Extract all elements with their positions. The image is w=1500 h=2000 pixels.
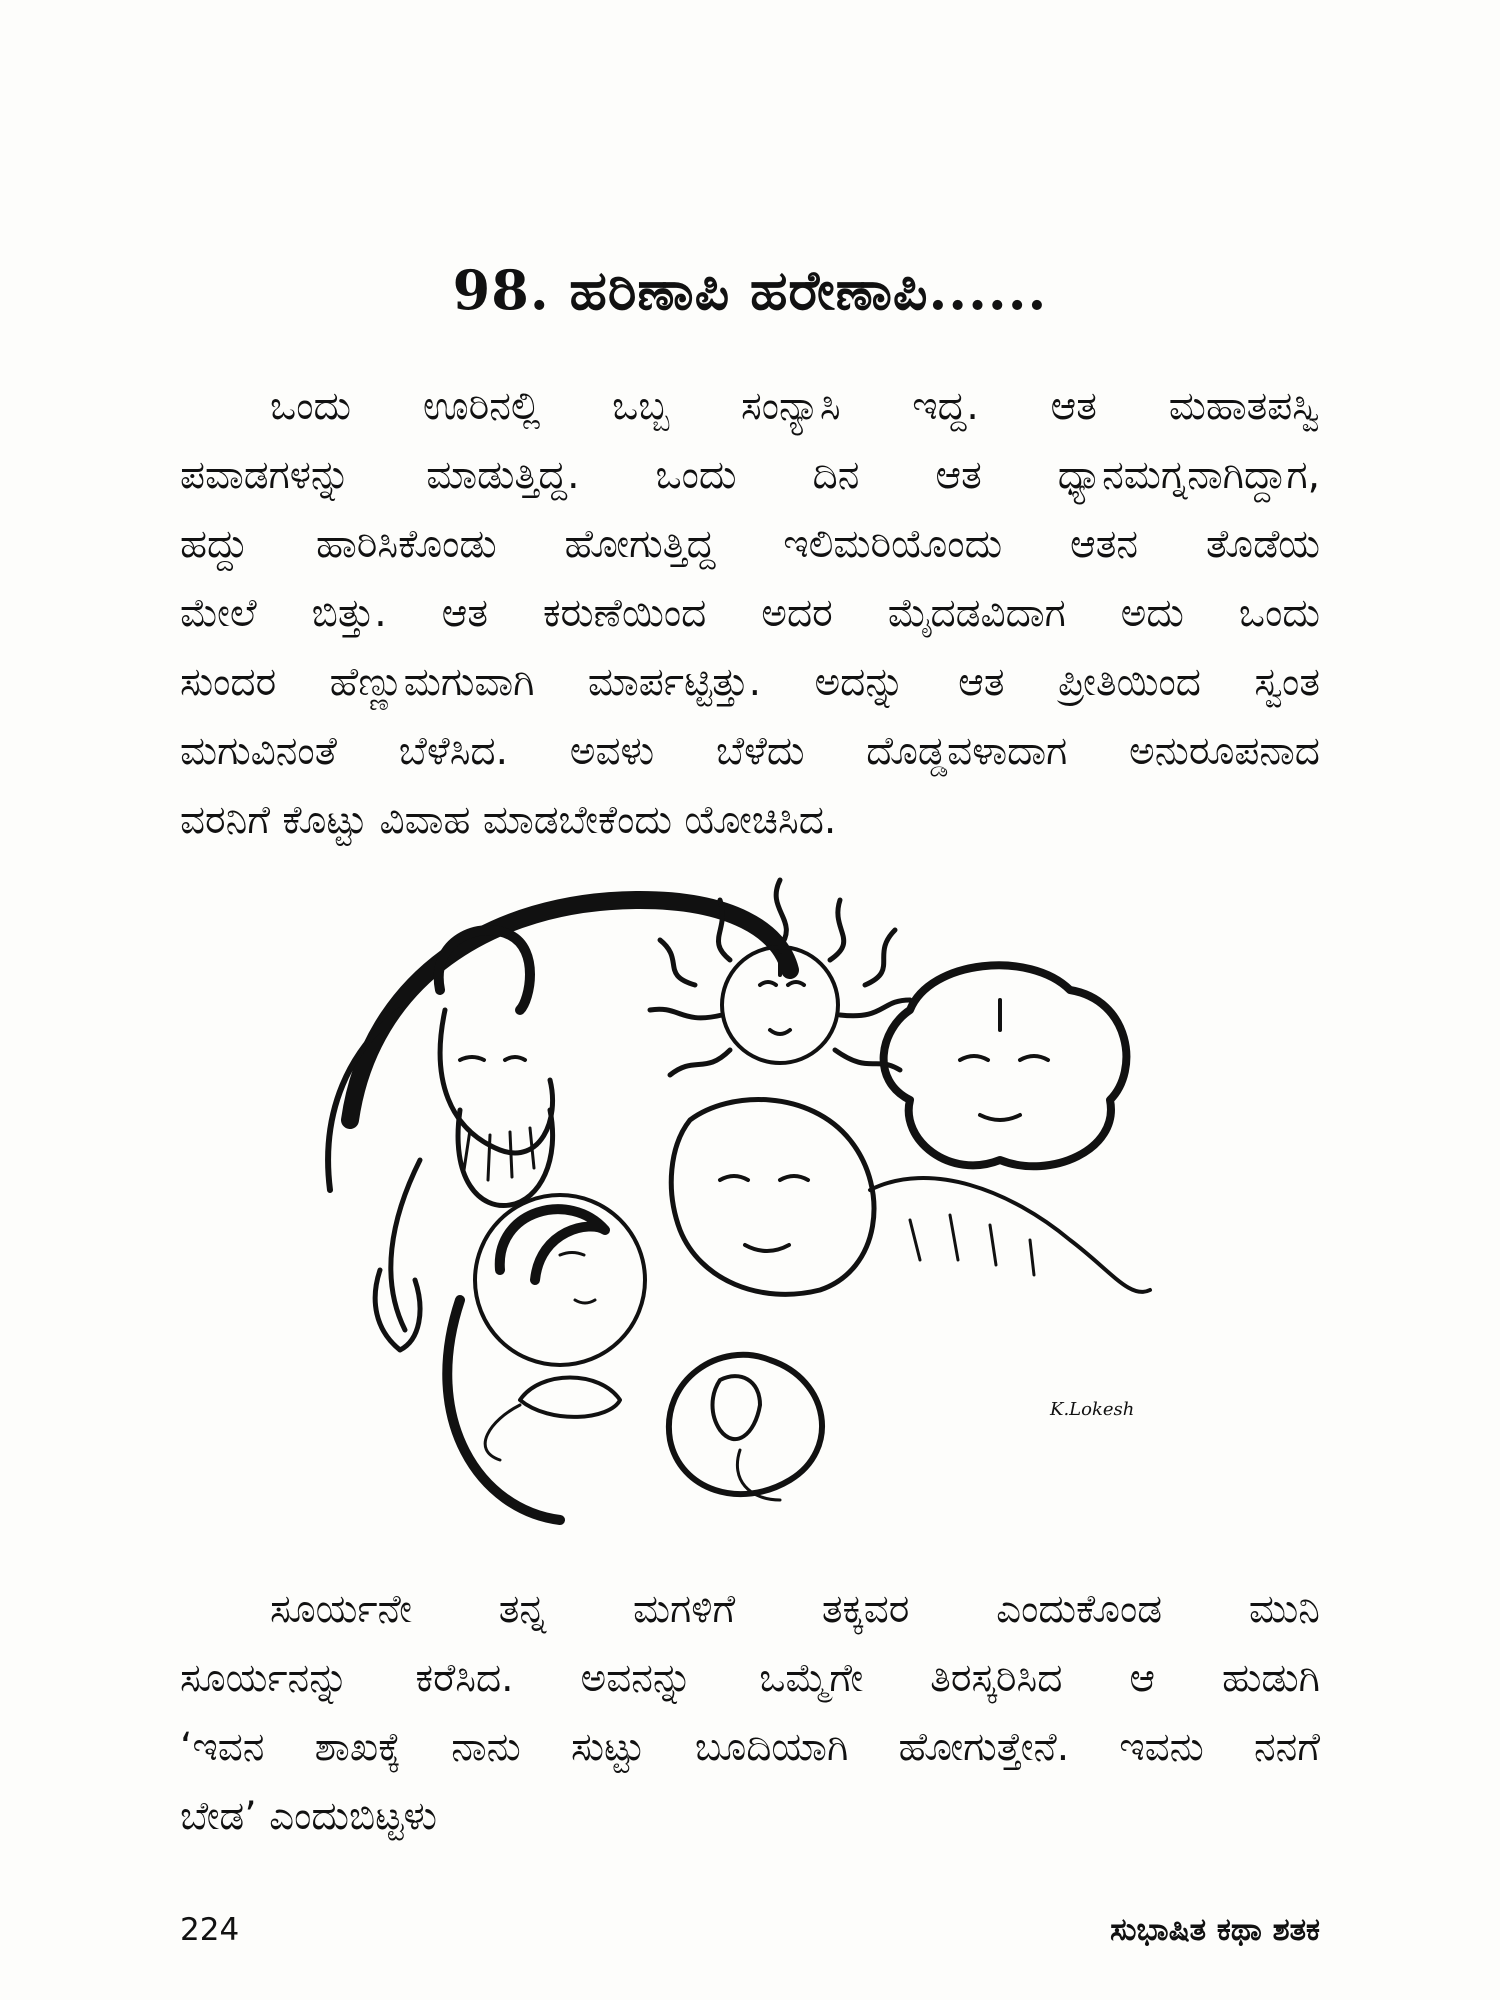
paragraph-line: ಒಂದು ಊರಿನಲ್ಲಿ ಒಬ್ಬ ಸಂನ್ಯಾಸಿ ಇದ್ದ. ಆತ ಮಹಾತಪಸ್ವಿ (270, 384, 1320, 429)
paragraph-line: ಸೂರ್ಯನೇ ತನ್ನ ಮಗಳಿಗೆ ತಕ್ಕವರ ಎಂದುಕೊಂಡ ಮುನಿ (270, 1587, 1320, 1632)
page-number: 224 (180, 1912, 240, 1948)
paragraph-line: ಹದ್ದು ಹಾರಿಸಿಕೊಂಡು ಹೋಗುತ್ತಿದ್ದ ಇಲಿಮರಿಯೊಂದು ಆತನ ತೊಡೆಯ (180, 522, 1320, 567)
paragraph-1 (180, 372, 1320, 855)
chapter-title: 98. ಹರಿಣಾಪಿ ಹರೇಣಾಪಿ...... (452, 258, 1048, 322)
paragraph-line: ಸುಂದರ ಹೆಣ್ಣುಮಗುವಾಗಿ ಮಾರ್ಪಟ್ಟಿತ್ತು. ಅದನ್ನು ಆತ ಪ್ರೀತಿಯಿಂದ ಸ್ವಂತ (180, 660, 1320, 705)
cloud-figure (884, 965, 1127, 1166)
artist-signature: K.Lokesh (1050, 1399, 1135, 1420)
paragraph-line: ವರನಿಗೆ ಕೊಟ್ಟು ವಿವಾಹ ಮಾಡಬೇಕೆಂದು ಯೋಚಿಸಿದ. (180, 798, 837, 843)
paragraph-2 (180, 1575, 1320, 1851)
mouse-figure (485, 1355, 822, 1500)
paragraph-line: ಮೇಲೆ ಬಿತ್ತು. ಆತ ಕರುಣೆಯಿಂದ ಅದರ ಮೈದಡವಿದಾಗ ಅದು ಒಂದು (180, 591, 1320, 636)
paragraph-line: ಪವಾಡಗಳನ್ನು ಮಾಡುತ್ತಿದ್ದ. ಒಂದು ದಿನ ಆತ ಧ್ಯಾನಮಗ್ನನಾಗಿದ್ದಾಗ, (180, 453, 1320, 498)
maiden-figure (475, 1195, 645, 1365)
paragraph-line: ಬೇಡ’ ಎಂದುಬಿಟ್ಟಳು (180, 1794, 438, 1839)
paragraph-line: ‘ಇವನ ಶಾಖಕ್ಕೆ ನಾನು ಸುಟ್ಟು ಬೂದಿಯಾಗಿ ಹೋಗುತ್ತೇನೆ. ಇವನು ನನಗೆ (180, 1725, 1320, 1770)
paragraph-line: ಸೂರ್ಯನನ್ನು ಕರೆಸಿದ. ಅವನನ್ನು ಒಮ್ಮೆಗೇ ತಿರಸ್ಕರಿಸಿದ ಆ ಹುಡುಗಿ (180, 1656, 1320, 1701)
story-illustration (310, 860, 1240, 1550)
book-title: ಸುಭಾಷಿತ ಕಥಾ ಶತಕ (1110, 1912, 1320, 1948)
paragraph-line: ಮಗುವಿನಂತೆ ಬೆಳೆಸಿದ. ಅವಳು ಬೆಳೆದು ದೊಡ್ಡವಳಾದಾಗ ಅನುರೂಪನಾದ (180, 729, 1320, 774)
